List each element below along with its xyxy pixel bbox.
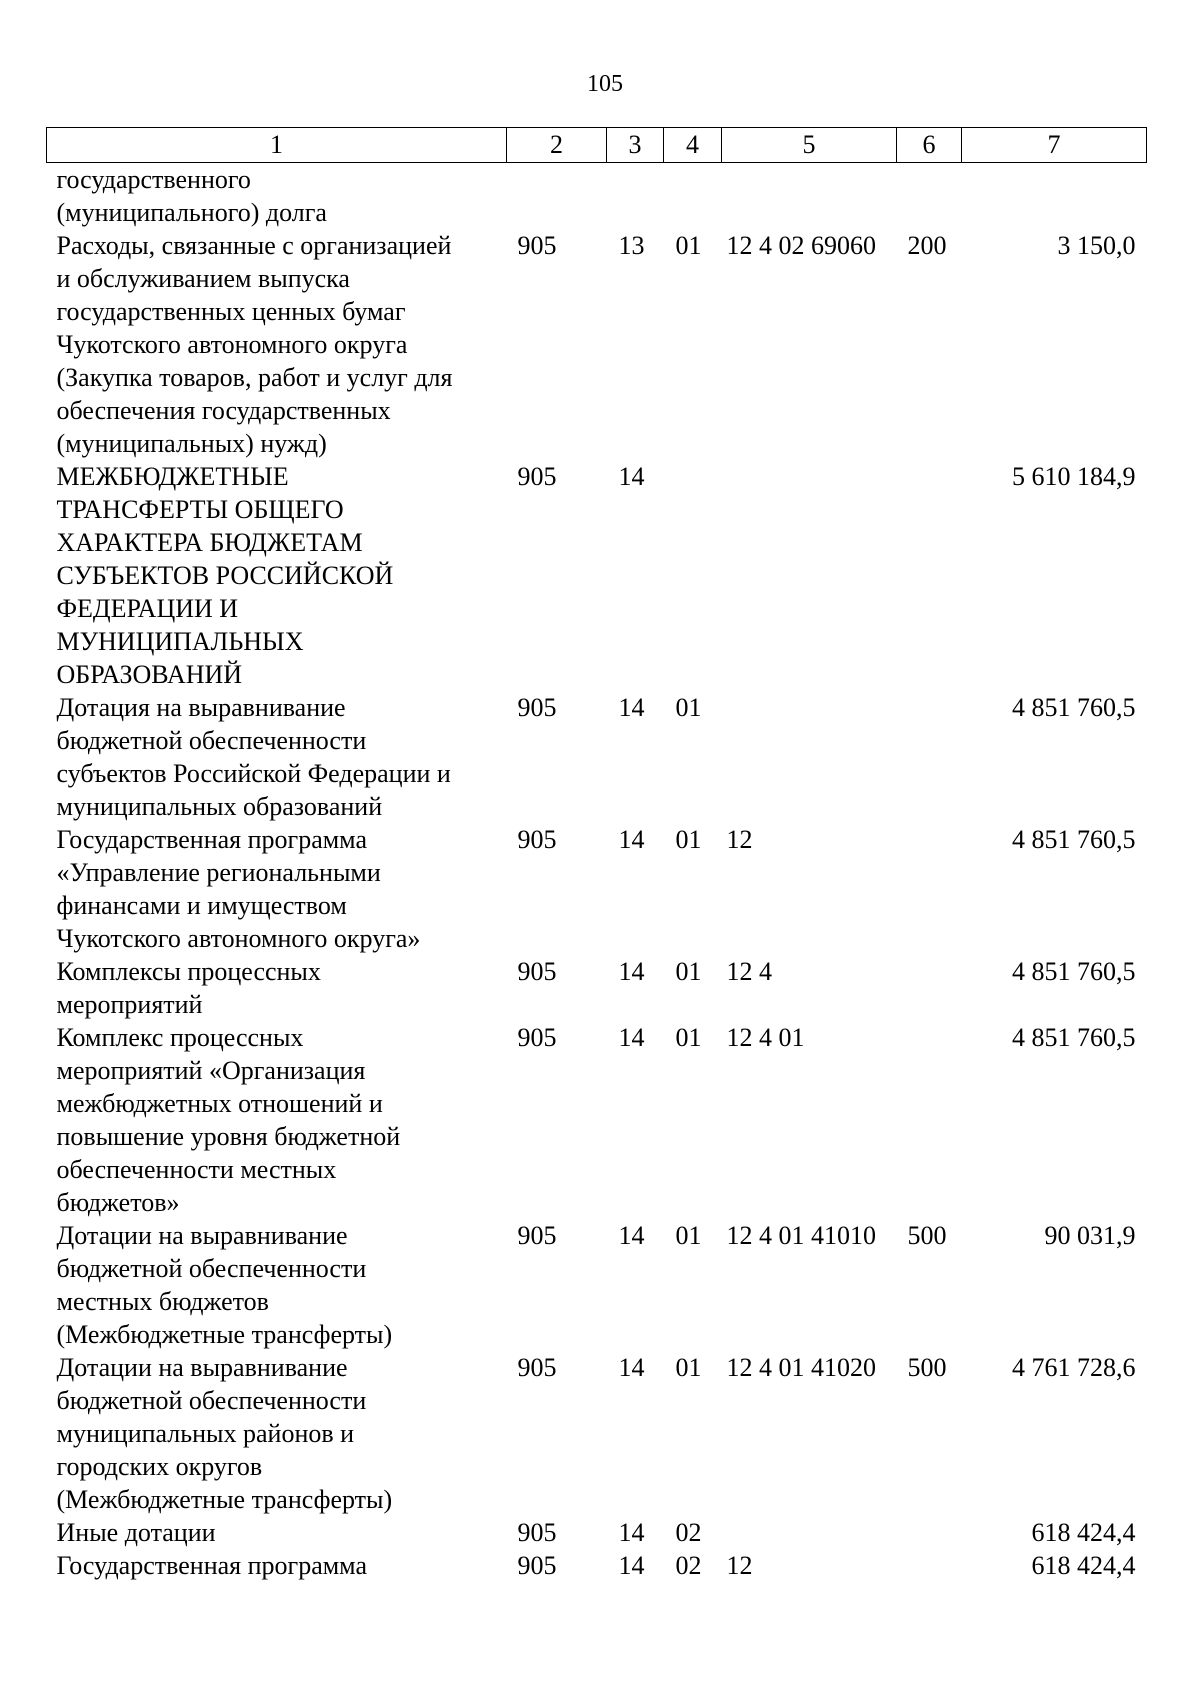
row-department-code: 905 [517,1221,557,1250]
row-department-code: 905 [517,1551,557,1580]
row-section-code: 14 [618,1551,645,1580]
row-department-code: 905 [517,693,557,722]
row-department-code: 905 [517,1353,557,1382]
row-section-code: 14 [618,1353,645,1382]
row-expense-type-code [897,1516,962,1549]
table-row [47,955,1147,1021]
table-body [47,163,1147,1583]
row-department-code: 905 [517,1518,557,1547]
row-section-code: 14 [618,957,645,986]
row-name: МЕЖБЮДЖЕТНЫЕ ТРАНСФЕРТЫ ОБЩЕГО ХАРАКТЕРА БЮДЖЕТАМ СУБЪЕКТОВ РОССИЙСКОЙ ФЕДЕРАЦИИ И МУНИЦИПАЛЬНЫХ ОБРАЗОВАНИЙ [56,462,394,689]
table-row [47,1219,1147,1351]
row-target-article-code [722,460,897,691]
row-amount: 90 031,9 [1044,1221,1136,1250]
row-section-code: 14 [618,1023,645,1052]
row-expense-type-code: 200 [907,231,947,260]
row-section-code [607,163,664,230]
row-expense-type-code [897,691,962,823]
row-department-code: 905 [517,825,557,854]
row-department-code: 905 [517,957,557,986]
header-row [47,128,1147,163]
row-amount: 4 851 760,5 [1012,957,1136,986]
row-section-code: 14 [618,825,645,854]
row-section-code: 13 [618,231,645,260]
row-amount [962,163,1147,230]
row-target-article-code: 12 4 01 41020 [726,1353,876,1382]
row-target-article-code [722,691,897,823]
row-subsection-code: 02 [675,1518,702,1547]
table-row [47,691,1147,823]
row-section-code: 14 [618,693,645,722]
row-section-code: 14 [618,1221,645,1250]
row-name: Иные дотации [56,1518,216,1547]
row-amount: 5 610 184,9 [1012,462,1136,491]
table-row [47,1351,1147,1516]
row-amount: 4 851 760,5 [1012,825,1136,854]
row-amount: 4 851 760,5 [1012,1023,1136,1052]
row-subsection-code: 02 [675,1551,702,1580]
row-target-article-code: 12 4 [726,957,772,986]
row-name: Государственная программа [56,1551,368,1580]
row-name: Дотации на выравнивание бюджетной обеспеченности муниципальных районов и городских округов (Межбюджетные трансферты) [56,1353,393,1514]
row-subsection-code: 01 [675,1353,702,1382]
row-name: Государственная программа «Управление региональными финансами и имуществом Чукотского автономного округа» [56,825,421,953]
table-row [47,460,1147,691]
row-subsection-code [664,163,722,230]
row-amount: 618 424,4 [1031,1518,1136,1547]
row-department-code: 905 [517,1023,557,1052]
row-amount: 3 150,0 [1057,231,1136,260]
table-row [47,163,1147,230]
row-amount: 4 851 760,5 [1012,693,1136,722]
row-subsection-code: 01 [675,1023,702,1052]
table-row [47,1549,1147,1582]
row-subsection-code: 01 [675,693,702,722]
table-row [47,1516,1147,1549]
row-name: Дотация на выравнивание бюджетной обеспеченности субъектов Российской Федерации и муниципальных образований [56,693,451,821]
row-amount: 4 761 728,6 [1012,1353,1136,1382]
column-header-7: 7 [962,128,1147,163]
row-expense-type-code [897,1549,962,1582]
table-row [47,229,1147,460]
row-subsection-code: 01 [675,231,702,260]
row-expense-type-code [897,163,962,230]
row-expense-type-code [897,823,962,955]
budget-table [46,127,1147,1582]
row-subsection-code: 01 [675,825,702,854]
row-target-article-code: 12 4 01 [726,1023,805,1052]
row-expense-type-code [897,955,962,1021]
table-row [47,1021,1147,1219]
row-department-code [507,163,607,230]
row-department-code: 905 [517,231,557,260]
table-header [47,128,1147,163]
table-row [47,823,1147,955]
column-header-2: 2 [507,128,607,163]
row-target-article-code [722,163,897,230]
column-header-5: 5 [722,128,897,163]
row-name: Комплекс процессных мероприятий «Организация межбюджетных отношений и повышение уровня бюджетной обеспеченности местных бюджетов» [56,1023,401,1217]
row-target-article-code: 12 4 02 69060 [726,231,876,260]
row-department-code: 905 [517,462,557,491]
row-subsection-code: 01 [675,1221,702,1250]
row-expense-type-code: 500 [907,1221,947,1250]
row-name: Комплексы процессных мероприятий [56,957,321,1019]
row-name: Расходы, связанные с организацией и обслуживанием выпуска государственных ценных бумаг Чукотского автономного округа (Закупка товаров, работ и услуг для обеспечения государственных (муниципальных) нужд) [56,231,453,458]
row-expense-type-code [897,1021,962,1219]
row-target-article-code: 12 [726,825,753,854]
column-header-4: 4 [664,128,722,163]
column-header-6: 6 [897,128,962,163]
row-name: государственного (муниципального) долга [56,165,327,227]
row-expense-type-code [897,460,962,691]
row-name: Дотации на выравнивание бюджетной обеспеченности местных бюджетов (Межбюджетные трансферты) [56,1221,393,1349]
row-subsection-code [664,460,722,691]
row-amount: 618 424,4 [1031,1551,1136,1580]
row-target-article-code [722,1516,897,1549]
page-number: 105 [587,71,623,97]
row-target-article-code: 12 [726,1551,753,1580]
row-subsection-code: 01 [675,957,702,986]
column-header-3: 3 [607,128,664,163]
row-target-article-code: 12 4 01 41010 [726,1221,876,1250]
column-header-1: 1 [47,128,507,163]
row-expense-type-code: 500 [907,1353,947,1382]
row-section-code: 14 [618,462,645,491]
row-section-code: 14 [618,1518,645,1547]
